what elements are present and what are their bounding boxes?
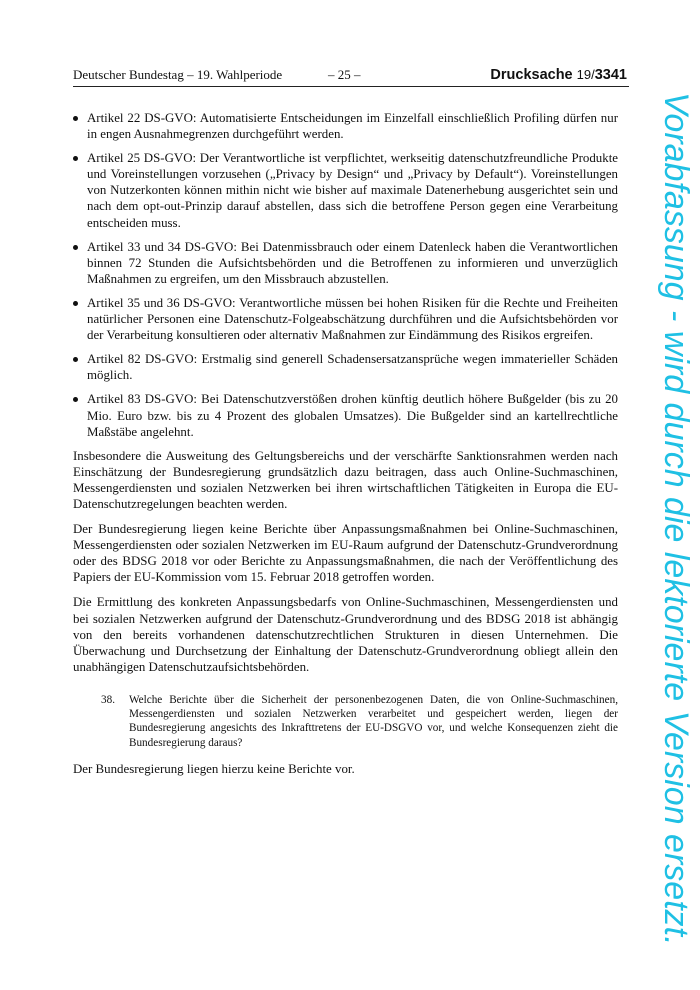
- list-item: [73, 239, 618, 287]
- main-content: [73, 110, 618, 786]
- article-list: [73, 110, 618, 440]
- doc-session: 19/: [576, 67, 595, 82]
- paragraph: Die Ermittlung des konkreten Anpassungsbedarfs von Online-Suchmaschinen, Messengerdiensten und bei sozialen Netzwerken aufgrund der Datenschutz-Grundverordnung und des BDSG 2018 ist abhängig von den bereits vorhandenen datenschutzrechtlichen Strukturen in diesen Unternehmen. Die Überwachung und Durchsetzung der Einhaltung der Datenschutz-Grundverordnung obliegt allein den unabhängigen Datenschutzaufsichtsbehörden.: [73, 595, 618, 674]
- document-number: [490, 66, 627, 84]
- header-parliament: Deutscher Bundestag – 19. Wahlperiode: [73, 67, 283, 82]
- list-item-text: Artikel 83 DS-GVO: Bei Datenschutzverstößen drohen künftig deutlich höhere Bußgelder (bis zu 20 Mio. Euro bzw. bis zu 4 Prozent des globalen Umsatzes). Die Bußgelder sind an kartellrechtliche Maßstäbe angelehnt.: [87, 392, 618, 439]
- doc-number: 3341: [594, 67, 627, 83]
- doc-label: Drucksache: [490, 67, 573, 83]
- bullet-icon: [73, 357, 78, 362]
- bullet-icon: [73, 116, 78, 121]
- list-item-text: Artikel 35 und 36 DS-GVO: Verantwortliche müssen bei hohen Risiken für die Rechte und Freiheiten natürlicher Personen eine Datenschutz-Folgeabschätzung durchführen und die Aufsichtsbehörden vor der Verarbeitung konsultieren oder alternativ Maßnahmen zur Eindämmung des Risikos ergreifen.: [87, 295, 618, 343]
- list-item: [73, 150, 618, 230]
- bullet-icon: [73, 397, 78, 402]
- list-item: [73, 110, 618, 142]
- paragraph: Der Bundesregierung liegen keine Berichte über Anpassungsmaßnahmen bei Online-Suchmaschinen, Messengerdiensten oder sozialen Netzwerken im EU-Raum aufgrund der Datenschutz-Grundverordnung oder des BDSG 2018 vor oder Berichte zu Anpassungsmaßnahmen, die nach der Veröffentlichung des Papiers der EU-Kommission vom 15. Februar 2018 getroffen worden.: [73, 522, 618, 585]
- answer-text: Der Bundesregierung liegen hierzu keine Berichte vor.: [73, 761, 355, 776]
- bullet-icon: [73, 156, 78, 161]
- draft-watermark: [652, 92, 700, 946]
- list-item: [73, 295, 618, 343]
- page-header: [73, 66, 629, 87]
- bullet-icon: [73, 301, 78, 306]
- list-item-text: Artikel 82 DS-GVO: Erstmalig sind generell Schadensersatzansprüche wegen immaterieller Schäden möglich.: [87, 352, 618, 383]
- question-text: Welche Berichte über die Sicherheit der personenbezogenen Daten, die von Online-Suchmaschinen, Messengerdiensten und sozialen Netzwerken verarbeitet und gespeichert werden, liegen der Bundesregierung angesichts des Inkrafttretens der EU-DSGVO vor, und welche Konsequenzen zieht die Bundesregierung daraus?: [129, 693, 618, 749]
- list-item-text: Artikel 22 DS-GVO: Automatisierte Entscheidungen im Einzelfall einschließlich Profiling dürfen nur in engen Ausnahmegrenzen durchgeführt werden.: [87, 111, 618, 142]
- list-item: [73, 391, 618, 439]
- list-item: [73, 351, 618, 383]
- bullet-icon: [73, 245, 78, 250]
- list-item-text: Artikel 25 DS-GVO: Der Verantwortliche ist verpflichtet, werkseitig datenschutzfreundliche Produkte und Voreinstellungen vorzusehen („Privacy by Design“ und „Privacy by Default“). Voreinstellungen von Nutzerkonten können mithin nicht wie bisher auf maximale Datenerhebung ausgerichtet sein und nach dem opt-out-Prinzip darauf abstellen, dass sich die betroffene Person gegen eine Verarbeitung entscheiden muss.: [87, 151, 618, 230]
- question-number: 38.: [101, 693, 115, 706]
- page-number: – 25 –: [328, 67, 361, 82]
- watermark-text: Vorabfassung - wird durch die lektorierte Version ersetzt.: [657, 92, 695, 946]
- paragraph: Insbesondere die Ausweitung des Geltungsbereichs und der verschärfte Sanktionsrahmen werden nach Einschätzung der Bundesregierung grundsätzlich dazu beitragen, dass auch Online-Suchmaschinen, Messengerdiensten und sozialen Netzwerken bei ihren wirtschaftlichen Tätigkeiten in Europa die EU-Datenschutzregelungen beachten werden.: [73, 448, 618, 511]
- list-item-text: Artikel 33 und 34 DS-GVO: Bei Datenmissbrauch oder einem Datenleck haben die Verantwortlichen binnen 72 Stunden die Aufsichtsbehörden und die Betroffenen zu informieren und unverzüglich Maßnahmen zu ergreifen, um den Missbrauch abzustellen.: [87, 239, 618, 286]
- question-block: [101, 693, 618, 750]
